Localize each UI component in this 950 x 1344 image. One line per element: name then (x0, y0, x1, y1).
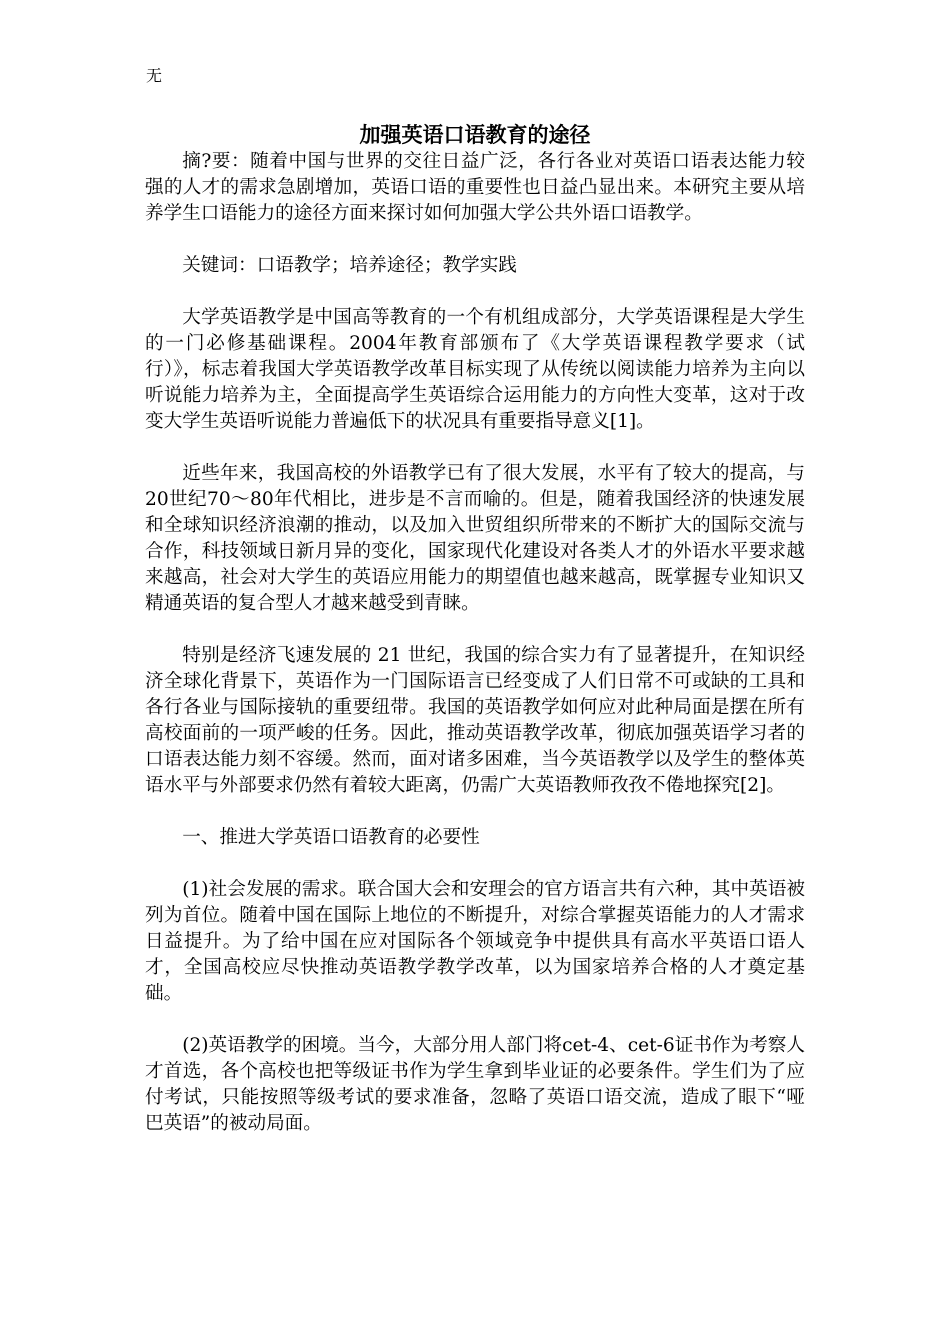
section-paragraph: (1)社会发展的需求。联合国大会和安理会的官方语言共有六种，其中英语被列为首位。随着中国在国际上地位的不断提升，对综合掌握英语能力的人才需求日益提升。为了给中国在应对国际各个领域竞争中提供具有高水平英语口语人才，全国高校应尽快推动英语教学教学改革，以为国家培养合格的人才奠定基础。 (145, 879, 805, 1004)
abstract-paragraph: 摘?要：随着中国与世界的交往日益广泛，各行各业对英语口语表达能力较强的人才的需求急剧增加，英语口语的重要性也日益凸显出来。本研究主要从培养学生口语能力的途径方面来探讨如何加强大学公共外语口语教学。 (145, 151, 805, 224)
body-paragraph: 近些年来，我国高校的外语教学已有了很大发展，水平有了较大的提高，与20世纪70～80年代相比，进步是不言而喻的。但是，随着我国经济的快速发展和全球知识经济浪潮的推动，以及加入世贸组织所带来的不断扩大的国际交流与合作，科技领域日新月异的变化，国家现代化建设对各类人才的外语水平要求越来越高，社会对大学生的英语应用能力的期望值也越来越高，既掌握专业知识又精通英语的复合型人才越来越受到青睐。 (145, 463, 805, 614)
document-body (145, 121, 805, 1137)
document-title: 加强英语口语教育的途径 (359, 122, 591, 147)
section-paragraph: (2)英语教学的困境。当今，大部分用人部门将cet-4、cet-6证书作为考察人才首选，各个高校也把等级证书作为学生拿到毕业证的必要条件。学生们为了应付考试，只能按照等级考试的要求准备，忽略了英语口语交流，造成了眼下“哑巴英语”的被动局面。 (145, 1035, 805, 1134)
header-mark: 无 (146, 66, 163, 85)
body-paragraph: 大学英语教学是中国高等教育的一个有机组成部分，大学英语课程是大学生的一门必修基础课程。2004年教育部颁布了《大学英语课程教学要求（试行）》，标志着我国大学英语教学改革目标实现了从传统以阅读能力培养为主向以听说能力培养为主，全面提高学生英语综合运用能力的方向性大变革，这对于改变大学生英语听说能力普遍低下的状况具有重要指导意义[1]。 (145, 307, 805, 432)
body-paragraph: 特别是经济飞速发展的 21 世纪，我国的综合实力有了显著提升，在知识经济全球化背景下，英语作为一门国际语言已经变成了人们日常不可或缺的工具和各行各业与国际接轨的重要纽带。我国的英语教学如何应对此种局面是摆在所有高校面前的一项严峻的任务。因此，推动英语教学改革，彻底加强英语学习者的口语表达能力刻不容缓。然而，面对诸多困难，当今英语教学以及学生的整体英语水平与外部要求仍然有着较大距离，仍需广大英语教师孜孜不倦地探究[2]。 (145, 645, 805, 796)
keywords-paragraph: 关键词：口语教学；培养途径；教学实践 (182, 255, 517, 276)
section-heading: 一、推进大学英语口语教育的必要性 (182, 827, 480, 848)
